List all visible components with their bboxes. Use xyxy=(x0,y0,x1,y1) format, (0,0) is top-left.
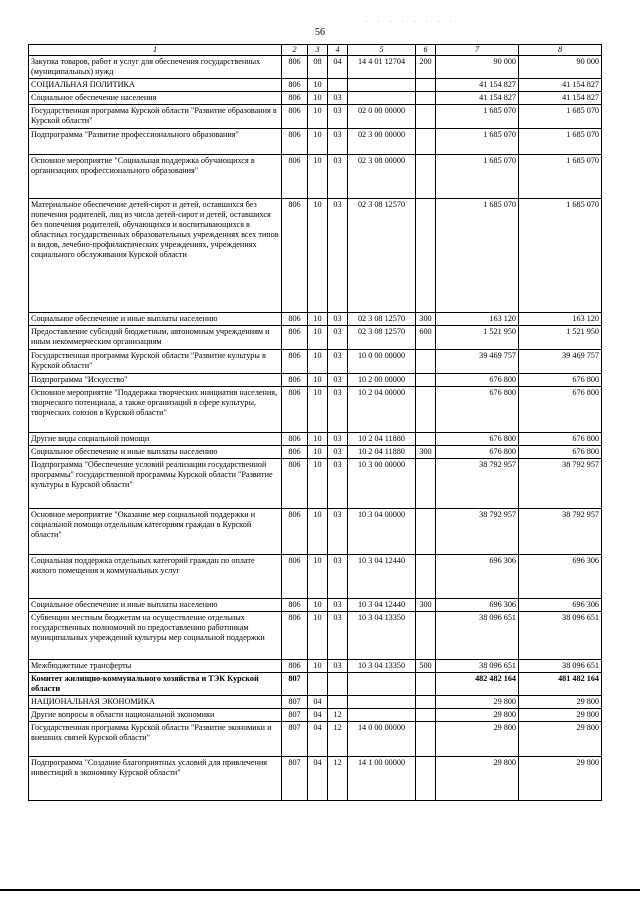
row-name: СОЦИАЛЬНАЯ ПОЛИТИКА xyxy=(29,79,282,92)
col-header: 4 xyxy=(328,45,348,56)
row-section-code: 10 xyxy=(308,446,328,459)
row-section-code: 10 xyxy=(308,313,328,326)
table-row xyxy=(29,79,602,92)
row-sum-year-2: 41 154 827 xyxy=(519,79,602,92)
row-expense-type-code xyxy=(416,555,436,599)
row-target-item-code: 10 0 00 00000 xyxy=(348,350,416,374)
row-sum-year-1: 1 685 070 xyxy=(436,129,519,155)
row-section-code: 10 xyxy=(308,350,328,374)
row-ministry-code: 806 xyxy=(282,326,308,350)
row-name: Подпрограмма "Искусство" xyxy=(29,374,282,387)
row-target-item-code: 10 2 00 00000 xyxy=(348,374,416,387)
table-row xyxy=(29,387,602,433)
row-expense-type-code xyxy=(416,350,436,374)
row-sum-year-1: 1 685 070 xyxy=(436,105,519,129)
row-expense-type-code xyxy=(416,722,436,757)
bottom-rule xyxy=(0,889,640,891)
row-sum-year-2: 676 800 xyxy=(519,387,602,433)
row-section-code: 10 xyxy=(308,374,328,387)
row-target-item-code: 10 3 04 12440 xyxy=(348,599,416,612)
table-row xyxy=(29,374,602,387)
row-sum-year-2: 1 685 070 xyxy=(519,129,602,155)
row-subsection-code: 03 xyxy=(328,199,348,313)
row-expense-type-code xyxy=(416,757,436,801)
row-ministry-code: 806 xyxy=(282,350,308,374)
row-section-code: 10 xyxy=(308,660,328,673)
row-sum-year-2: 1 685 070 xyxy=(519,105,602,129)
row-expense-type-code xyxy=(416,509,436,555)
row-name: Основное мероприятие "Социальная поддержка обучающихся в организациях профессионального образования" xyxy=(29,155,282,199)
row-name: Основное мероприятие "Оказание мер социальной поддержки и социальной помощи отдельным категориям граждан в Курской области" xyxy=(29,509,282,555)
row-target-item-code: 02 3 08 12570 xyxy=(348,313,416,326)
row-subsection-code: 03 xyxy=(328,446,348,459)
row-name: Закупка товаров, работ и услуг для обеспечения государственных (муниципальных) нужд xyxy=(29,56,282,79)
row-ministry-code: 806 xyxy=(282,612,308,660)
row-name: НАЦИОНАЛЬНАЯ ЭКОНОМИКА xyxy=(29,696,282,709)
row-section-code: 10 xyxy=(308,105,328,129)
table-row xyxy=(29,459,602,509)
row-name: Предоставление субсидий бюджетным, автономным учреждениям и иным некоммерческим организациям xyxy=(29,326,282,350)
row-target-item-code: 10 3 00 00000 xyxy=(348,459,416,509)
row-sum-year-1: 676 800 xyxy=(436,374,519,387)
row-name: Другие виды социальной помощи xyxy=(29,433,282,446)
row-sum-year-2: 481 482 164 xyxy=(519,673,602,696)
row-sum-year-2: 676 800 xyxy=(519,374,602,387)
row-subsection-code: 03 xyxy=(328,509,348,555)
table-row xyxy=(29,660,602,673)
row-expense-type-code xyxy=(416,459,436,509)
row-section-code: 10 xyxy=(308,129,328,155)
row-subsection-code: 03 xyxy=(328,612,348,660)
row-expense-type-code xyxy=(416,155,436,199)
row-ministry-code: 806 xyxy=(282,555,308,599)
table-row xyxy=(29,433,602,446)
row-sum-year-1: 1 685 070 xyxy=(436,155,519,199)
row-sum-year-2: 1 685 070 xyxy=(519,155,602,199)
row-expense-type-code: 300 xyxy=(416,599,436,612)
row-name: Социальное обеспечение и иные выплаты населению xyxy=(29,313,282,326)
row-target-item-code: 10 2 04 11880 xyxy=(348,446,416,459)
row-subsection-code: 03 xyxy=(328,374,348,387)
row-sum-year-1: 38 096 651 xyxy=(436,612,519,660)
table-row xyxy=(29,722,602,757)
row-name: Комитет жилищно-коммунального хозяйства и ТЭК Курской области xyxy=(29,673,282,696)
row-sum-year-2: 163 120 xyxy=(519,313,602,326)
row-target-item-code: 10 2 04 11880 xyxy=(348,433,416,446)
row-expense-type-code xyxy=(416,709,436,722)
row-sum-year-2: 1 685 070 xyxy=(519,199,602,313)
header-row xyxy=(29,45,602,56)
row-section-code: 10 xyxy=(308,599,328,612)
row-subsection-code: 03 xyxy=(328,350,348,374)
row-target-item-code xyxy=(348,79,416,92)
row-expense-type-code xyxy=(416,105,436,129)
row-expense-type-code xyxy=(416,696,436,709)
table-row xyxy=(29,199,602,313)
row-sum-year-1: 676 800 xyxy=(436,387,519,433)
row-section-code: 10 xyxy=(308,433,328,446)
row-section-code: 10 xyxy=(308,79,328,92)
row-name: Государственная программа Курской области "Развитие экономики и внешних связей Курской области" xyxy=(29,722,282,757)
row-sum-year-1: 482 482 164 xyxy=(436,673,519,696)
row-sum-year-1: 38 096 651 xyxy=(436,660,519,673)
row-subsection-code: 12 xyxy=(328,757,348,801)
row-ministry-code: 806 xyxy=(282,313,308,326)
row-subsection-code: 03 xyxy=(328,92,348,105)
row-section-code: 10 xyxy=(308,326,328,350)
row-name: Государственная программа Курской области "Развитие культуры в Курской области" xyxy=(29,350,282,374)
row-section-code: 10 xyxy=(308,612,328,660)
row-section-code: 10 xyxy=(308,555,328,599)
row-target-item-code: 02 3 08 12570 xyxy=(348,326,416,350)
row-ministry-code: 806 xyxy=(282,129,308,155)
col-header: 6 xyxy=(416,45,436,56)
row-target-item-code: 02 3 08 12570 xyxy=(348,199,416,313)
table-row xyxy=(29,696,602,709)
row-sum-year-1: 1 685 070 xyxy=(436,199,519,313)
row-sum-year-1: 38 792 957 xyxy=(436,459,519,509)
row-sum-year-2: 676 800 xyxy=(519,446,602,459)
row-target-item-code: 10 3 04 13350 xyxy=(348,612,416,660)
row-subsection-code: 03 xyxy=(328,660,348,673)
row-ministry-code: 806 xyxy=(282,446,308,459)
row-ministry-code: 806 xyxy=(282,92,308,105)
row-sum-year-1: 1 521 950 xyxy=(436,326,519,350)
row-name: Социальное обеспечение населения xyxy=(29,92,282,105)
row-ministry-code: 806 xyxy=(282,433,308,446)
row-sum-year-2: 29 800 xyxy=(519,709,602,722)
row-target-item-code xyxy=(348,696,416,709)
row-name: Субвенции местным бюджетам на осуществление отдельных государственных полномочий по предоставлению работникам муниципальных учреждений культуры мер социальной поддержки xyxy=(29,612,282,660)
row-expense-type-code xyxy=(416,433,436,446)
row-section-code: 10 xyxy=(308,92,328,105)
row-sum-year-2: 676 800 xyxy=(519,433,602,446)
row-ministry-code: 806 xyxy=(282,599,308,612)
row-ministry-code: 806 xyxy=(282,459,308,509)
row-subsection-code: 12 xyxy=(328,709,348,722)
row-sum-year-1: 38 792 957 xyxy=(436,509,519,555)
row-section-code: 04 xyxy=(308,709,328,722)
row-name: Государственная программа Курской области "Развитие образования в Курской области" xyxy=(29,105,282,129)
row-name: Подпрограмма "Создание благоприятных условий для привлечения инвестиций в экономику Курской области" xyxy=(29,757,282,801)
row-target-item-code: 14 1 00 00000 xyxy=(348,757,416,801)
row-section-code: 10 xyxy=(308,387,328,433)
row-subsection-code: 03 xyxy=(328,155,348,199)
row-section-code: 10 xyxy=(308,155,328,199)
row-expense-type-code: 300 xyxy=(416,313,436,326)
row-name: Межбюджетные трансферты xyxy=(29,660,282,673)
table-row xyxy=(29,509,602,555)
table-row xyxy=(29,612,602,660)
table-row xyxy=(29,757,602,801)
row-section-code: 08 xyxy=(308,56,328,79)
row-ministry-code: 807 xyxy=(282,696,308,709)
row-expense-type-code xyxy=(416,612,436,660)
row-subsection-code: 04 xyxy=(328,56,348,79)
row-target-item-code: 02 0 00 00000 xyxy=(348,105,416,129)
row-subsection-code: 03 xyxy=(328,599,348,612)
row-section-code: 04 xyxy=(308,722,328,757)
row-expense-type-code xyxy=(416,129,436,155)
row-section-code: 10 xyxy=(308,509,328,555)
row-sum-year-2: 696 306 xyxy=(519,555,602,599)
table-row xyxy=(29,155,602,199)
col-header: 5 xyxy=(348,45,416,56)
table-row xyxy=(29,599,602,612)
row-expense-type-code xyxy=(416,673,436,696)
row-sum-year-1: 29 800 xyxy=(436,696,519,709)
table-row xyxy=(29,105,602,129)
row-name: Основное мероприятие "Поддержка творческих инициатив населения, творческого потенциала, а также организаций в сфере культуры, творческих союзов в Курской области" xyxy=(29,387,282,433)
table-row xyxy=(29,555,602,599)
row-sum-year-2: 38 792 957 xyxy=(519,459,602,509)
row-name: Социальная поддержка отдельных категорий граждан по оплате жилого помещения и коммунальных услуг xyxy=(29,555,282,599)
table-row xyxy=(29,92,602,105)
table-row xyxy=(29,56,602,79)
row-expense-type-code: 500 xyxy=(416,660,436,673)
row-sum-year-2: 39 469 757 xyxy=(519,350,602,374)
row-sum-year-1: 676 800 xyxy=(436,433,519,446)
row-ministry-code: 807 xyxy=(282,722,308,757)
row-sum-year-1: 163 120 xyxy=(436,313,519,326)
row-ministry-code: 806 xyxy=(282,199,308,313)
row-ministry-code: 807 xyxy=(282,709,308,722)
row-sum-year-1: 29 800 xyxy=(436,709,519,722)
row-subsection-code xyxy=(328,696,348,709)
table-row xyxy=(29,129,602,155)
row-sum-year-1: 696 306 xyxy=(436,599,519,612)
row-subsection-code xyxy=(328,673,348,696)
row-sum-year-2: 38 792 957 xyxy=(519,509,602,555)
row-sum-year-2: 29 800 xyxy=(519,696,602,709)
row-ministry-code: 806 xyxy=(282,79,308,92)
row-target-item-code xyxy=(348,92,416,105)
row-expense-type-code xyxy=(416,387,436,433)
row-section-code: 10 xyxy=(308,459,328,509)
row-section-code: 10 xyxy=(308,199,328,313)
row-expense-type-code: 600 xyxy=(416,326,436,350)
row-sum-year-2: 38 096 651 xyxy=(519,660,602,673)
row-sum-year-2: 38 096 651 xyxy=(519,612,602,660)
row-sum-year-2: 696 306 xyxy=(519,599,602,612)
row-expense-type-code xyxy=(416,199,436,313)
row-name: Социальное обеспечение и иные выплаты населению xyxy=(29,599,282,612)
table-row xyxy=(29,326,602,350)
row-section-code: 04 xyxy=(308,696,328,709)
row-sum-year-1: 90 000 xyxy=(436,56,519,79)
row-section-code: 04 xyxy=(308,757,328,801)
row-name: Подпрограмма "Развитие профессионального образования" xyxy=(29,129,282,155)
row-target-item-code: 10 3 04 13350 xyxy=(348,660,416,673)
row-sum-year-2: 29 800 xyxy=(519,722,602,757)
row-sum-year-1: 41 154 827 xyxy=(436,92,519,105)
row-ministry-code: 806 xyxy=(282,387,308,433)
row-subsection-code: 03 xyxy=(328,129,348,155)
row-expense-type-code xyxy=(416,79,436,92)
row-subsection-code: 03 xyxy=(328,555,348,599)
row-expense-type-code xyxy=(416,374,436,387)
row-sum-year-2: 90 000 xyxy=(519,56,602,79)
row-target-item-code: 14 0 00 00000 xyxy=(348,722,416,757)
table-row xyxy=(29,673,602,696)
row-subsection-code: 03 xyxy=(328,433,348,446)
row-subsection-code: 03 xyxy=(328,313,348,326)
row-ministry-code: 806 xyxy=(282,155,308,199)
col-header: 3 xyxy=(308,45,328,56)
row-subsection-code xyxy=(328,79,348,92)
row-expense-type-code xyxy=(416,92,436,105)
row-expense-type-code: 300 xyxy=(416,446,436,459)
row-target-item-code: 02 3 08 00000 xyxy=(348,155,416,199)
table-row xyxy=(29,350,602,374)
row-target-item-code xyxy=(348,709,416,722)
row-sum-year-2: 1 521 950 xyxy=(519,326,602,350)
col-header: 8 xyxy=(519,45,602,56)
row-target-item-code: 10 3 04 12440 xyxy=(348,555,416,599)
row-target-item-code: 10 2 04 00000 xyxy=(348,387,416,433)
row-expense-type-code: 200 xyxy=(416,56,436,79)
table-body xyxy=(29,56,602,801)
row-sum-year-1: 39 469 757 xyxy=(436,350,519,374)
col-header: 2 xyxy=(282,45,308,56)
page-number: 56 xyxy=(315,27,325,38)
row-ministry-code: 806 xyxy=(282,105,308,129)
row-name: Материальное обеспечение детей-сирот и детей, оставшихся без попечения родителей, лиц из числа детей-сирот и детей, оставшихся без попечения родителей, обучающихся и воспитывающихся в областных государственных образовательных учреждениях всех типов и видов, лечебно-профилактических учреждениях, учреждениях социального обслуживания Курской области xyxy=(29,199,282,313)
row-target-item-code: 10 3 04 00000 xyxy=(348,509,416,555)
row-subsection-code: 03 xyxy=(328,459,348,509)
row-sum-year-1: 29 800 xyxy=(436,757,519,801)
scan-dots: · · · · · · · · xyxy=(365,18,456,26)
col-header: 1 xyxy=(29,45,282,56)
row-ministry-code: 807 xyxy=(282,757,308,801)
table-row xyxy=(29,709,602,722)
row-subsection-code: 12 xyxy=(328,722,348,757)
row-ministry-code: 806 xyxy=(282,374,308,387)
budget-table xyxy=(28,44,602,801)
row-name: Подпрограмма "Обеспечение условий реализации государственной программы" государственной программы Курской области "Развитие культуры в Курской области" xyxy=(29,459,282,509)
row-ministry-code: 806 xyxy=(282,509,308,555)
row-target-item-code xyxy=(348,673,416,696)
row-subsection-code: 03 xyxy=(328,326,348,350)
row-target-item-code: 14 4 01 12704 xyxy=(348,56,416,79)
row-sum-year-1: 41 154 827 xyxy=(436,79,519,92)
row-ministry-code: 806 xyxy=(282,660,308,673)
row-target-item-code: 02 3 00 00000 xyxy=(348,129,416,155)
row-ministry-code: 806 xyxy=(282,56,308,79)
row-subsection-code: 03 xyxy=(328,105,348,129)
row-name: Другие вопросы в области национальной экономики xyxy=(29,709,282,722)
row-sum-year-2: 41 154 827 xyxy=(519,92,602,105)
row-name: Социальное обеспечение и иные выплаты населению xyxy=(29,446,282,459)
col-header: 7 xyxy=(436,45,519,56)
row-ministry-code: 807 xyxy=(282,673,308,696)
row-section-code xyxy=(308,673,328,696)
row-sum-year-1: 676 800 xyxy=(436,446,519,459)
row-sum-year-2: 29 800 xyxy=(519,757,602,801)
table-row xyxy=(29,446,602,459)
row-subsection-code: 03 xyxy=(328,387,348,433)
row-sum-year-1: 696 306 xyxy=(436,555,519,599)
table-row xyxy=(29,313,602,326)
row-sum-year-1: 29 800 xyxy=(436,722,519,757)
